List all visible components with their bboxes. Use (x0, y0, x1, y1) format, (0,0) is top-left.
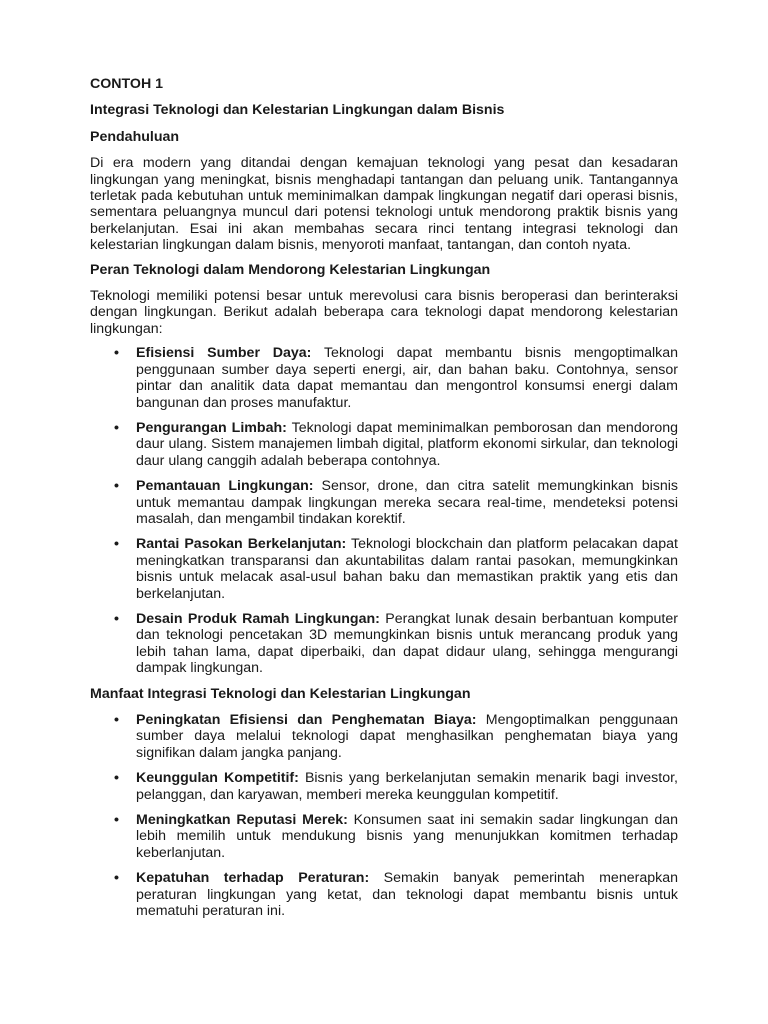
list-item-text: Sensor, drone, dan citra satelit memungkinkan bisnis untuk memantau dampak lingkungan mereka secara real-time, mendeteksi potensi masalah, dan mengambil tindakan korektif. (136, 478, 678, 527)
list-item-text: Perangkat lunak desain berbantuan komputer dan teknologi pencetakan 3D memungkinkan bisnis untuk merancang produk yang lebih tahan lama, dapat diperbaiki, dan dapat didaur ulang, sehingga mengurangi dampak lingkungan. (136, 610, 678, 677)
bullet-icon: • (114, 478, 119, 495)
list-item (90, 770, 678, 803)
list-item (90, 536, 678, 602)
list-item (90, 611, 678, 677)
bullet-icon: • (114, 419, 119, 436)
list-item-text: Teknologi blockchain dan platform pelacakan dapat meningkatkan transparansi dan akuntabilitas dalam rantai pasokan, memungkinkan bisnis untuk melacak asal-usul bahan baku dan memastikan praktik yang etis dan berkelanjutan. (136, 536, 678, 602)
bullet-icon: • (114, 712, 119, 728)
list-item (90, 812, 678, 861)
section2-heading: Manfaat Integrasi Teknologi dan Kelestarian Lingkungan (90, 685, 471, 702)
section2-list (90, 712, 678, 919)
bullet-icon: • (114, 770, 119, 787)
list-item-term: Rantai Pasokan Berkelanjutan: (136, 536, 347, 553)
bullet-icon: • (114, 536, 119, 553)
list-item (90, 345, 678, 411)
bullet-icon: • (114, 812, 119, 829)
list-item-term: Pengurangan Limbah: (136, 419, 287, 436)
list-item-term: Desain Produk Ramah Lingkungan: (136, 610, 380, 627)
doc-label: CONTOH 1 (90, 76, 164, 92)
intro-heading: Pendahuluan (90, 128, 180, 145)
list-item-term: Meningkatkan Reputasi Merek: (136, 812, 348, 829)
list-item-term: Efisiensi Sumber Daya: (136, 345, 312, 362)
bullet-icon: • (114, 610, 119, 627)
list-item-term: Kepatuhan terhadap Peraturan: (136, 870, 370, 887)
intro-paragraph: Di era modern yang ditandai dengan kemajuan teknologi yang pesat dan kesadaran lingkungan yang meningkat, bisnis menghadapi tantangan dan peluang unik. Tantangannya terletak pada kebutuhan untuk meminimalkan dampak lingkungan negatif dari operasi bisnis, sementara peluangnya muncul dari potensi teknologi untuk mendorong praktik bisnis yang berkelanjutan. Esai ini akan membahas secara rinci tentang integrasi teknologi dan kelestarian lingkungan dalam bisnis, menyoroti manfaat, tantangan, dan contoh nyata. (90, 155, 678, 254)
section1-heading: Peran Teknologi dalam Mendorong Kelestarian Lingkungan (90, 261, 491, 278)
doc-title: Integrasi Teknologi dan Kelestarian Lingkungan dalam Bisnis (90, 102, 505, 119)
list-item-text: Teknologi dapat membantu bisnis mengoptimalkan penggunaan sumber daya seperti energi, air, dan bahan baku. Contohnya, sensor pintar dan analitik data dapat memantau dan mengontrol konsumsi energi dalam bangunan dan proses manufaktur. (136, 345, 678, 411)
list-item (90, 478, 678, 527)
list-item (90, 420, 678, 469)
section1-paragraph: Teknologi memiliki potensi besar untuk merevolusi cara bisnis beroperasi dan berinteraksi dengan lingkungan. Berikut adalah beberapa cara teknologi dapat mendorong kelestarian lingkungan: (90, 288, 678, 337)
list-item (90, 870, 678, 919)
list-item-term: Peningkatan Efisiensi dan Penghematan Biaya: (136, 712, 477, 728)
bullet-icon: • (114, 870, 119, 887)
list-item-term: Pemantauan Lingkungan: (136, 478, 314, 495)
list-item-text: Semakin banyak pemerintah menerapkan peraturan lingkungan yang ketat, dan teknologi dapat membantu bisnis untuk mematuhi peraturan ini. (136, 870, 678, 920)
list-item-term: Keunggulan Kompetitif: (136, 770, 299, 787)
list-item-text: Konsumen saat ini semakin sadar lingkungan dan lebih memilih untuk mendukung bisnis yang menunjukkan komitmen terhadap keberlanjutan. (136, 812, 678, 861)
section1-list (90, 345, 678, 676)
bullet-icon: • (114, 345, 119, 362)
list-item-text: Teknologi dapat meminimalkan pemborosan dan mendorong daur ulang. Sistem manajemen limbah digital, platform ekonomi sirkular, dan teknologi daur ulang canggih adalah beberapa contohnya. (136, 419, 678, 469)
list-item (90, 712, 678, 761)
list-item-text: Bisnis yang berkelanjutan semakin menarik bagi investor, pelanggan, dan karyawan, memberi mereka keunggulan kompetitif. (136, 770, 678, 803)
list-item-text: Mengoptimalkan penggunaan sumber daya melalui teknologi dapat menghasilkan penghematan biaya yang signifikan dalam jangka panjang. (136, 712, 679, 761)
